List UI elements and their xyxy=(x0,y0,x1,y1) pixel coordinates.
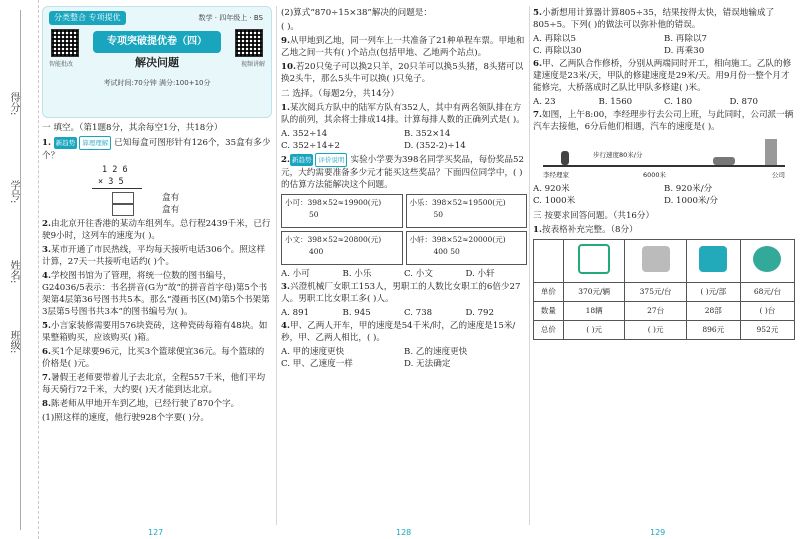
question-8-part-1: (1)照这样的速度，他行驶928个字要( )分。 xyxy=(42,413,209,423)
question-2: 2.由北京开往香港的某动车组列车。总行程2439千米，已行驶9小时，这列车的速度为( )。 xyxy=(42,219,271,241)
task-1: 1.按表格补充完整。（8分） xyxy=(533,225,638,235)
person-icon xyxy=(561,151,569,165)
question-4: 4.学校图书馆为了管理，将统一位数的图书编号，G24036/5表示：书名拼音(G为“故”的拼音首字母)第5个书架第4层第36号图书共5本。那么“漫画书区(M)第5个书架第3层第5号图书共3本”的图书编号为( )。 xyxy=(42,271,270,317)
estimation-xiaoke: 小可：398×52≈19900(元) 50 xyxy=(281,194,403,228)
column-2 xyxy=(281,6,527,525)
estimation-xiaole: 小乐：398×52≈19500(元) 50 xyxy=(406,194,528,228)
estimation-xiaowen: 小文：398×52≈20800(元) 400 xyxy=(281,231,403,265)
choice-5-options: A. 再除以5 B. 再除以7 C. 再除以30 D. 再乘30 xyxy=(533,34,708,56)
page-number-128: 128 xyxy=(396,528,412,537)
answer-line[interactable]: ( )。 xyxy=(281,22,300,32)
question-1: 1. 新趋势 算理理解 已知每盒可图形针有126个，35盒有多少个？ xyxy=(42,138,271,161)
choice-2: 2. 新趋势 评价说明 实验小学要为398名同学买奖品，每份奖品52元，大约需要准备多少元才能买这些奖品？下面四位同学中，( )的估算方法能解决这个问题。 xyxy=(281,155,524,190)
building-icon xyxy=(765,139,777,165)
column-1 xyxy=(42,6,272,525)
car-icon xyxy=(713,157,735,165)
choice-3: 3.兴澄机械厂女职工153人，男职工的人数比女职工的6倍少27人。男职工比女职工多( )人。 xyxy=(281,282,521,304)
section-choice: 二 选择。（每题2分，共14分） xyxy=(281,89,399,99)
qr-right-caption: 视频讲解 xyxy=(240,61,265,68)
table-row: 数量 18辆 27台 28部 ( )台 xyxy=(534,302,795,321)
fan-icon xyxy=(753,246,781,272)
paper-subtitle: 解决问题 xyxy=(135,56,179,69)
choice-3-options: A. 891 B. 945 C. 738 D. 792 xyxy=(281,308,494,318)
bicycle-icon xyxy=(578,244,610,274)
road-line xyxy=(543,165,785,167)
choice-4-options: A. 甲的速度更快 B. 乙的速度更快 C. 甲、乙速度一样 D. 无法确定 xyxy=(281,347,468,369)
binding-line xyxy=(20,10,21,530)
choice-6-options: A. 23 B. 1560 C. 180 D. 870 xyxy=(533,97,758,107)
exam-info: 考试时间:70分钟 满分:100+10分 xyxy=(103,79,211,87)
question-7: 7.暑假王老师要带着儿子去北京，全程557千米，他们平均每天骑行72千米，大约要( )天才能到达北京。 xyxy=(42,373,266,395)
section-answer: 三 按要求回答问题。（共16分） xyxy=(533,211,655,221)
question-8: 8.陈老师从甲地开车到乙地，已经行驶了870个字。 xyxy=(42,399,240,409)
qr-code-right[interactable] xyxy=(235,29,263,57)
estimation-xiaoxuan: 小轩：398×52≈20000(元) 400 50 xyxy=(406,231,528,265)
choice-4: 4.甲、乙两人开车，甲的速度是54千米/时，乙的速度是15米/秒，甲、乙两人相比，( )。 xyxy=(281,321,516,343)
choice-2-options: A. 小可 B. 小乐 C. 小文 D. 小轩 xyxy=(281,269,495,279)
multiplication-frame: 1 2 6 × 3 5 盒有 盒有 xyxy=(42,164,272,216)
grade-label: 数学 · 四年级上 · BS xyxy=(198,14,263,22)
question-5: 5.小言家装修需要用576块瓷砖，这种瓷砖每箱有48块。如果整箱购买，应该购买( )箱。 xyxy=(42,321,268,343)
table-row: 单价 370元/辆 375元/台 ( )元/部 68元/台 xyxy=(534,283,795,302)
phone-icon xyxy=(699,246,727,272)
qr-code-left[interactable] xyxy=(51,29,79,57)
answer-box[interactable] xyxy=(112,204,134,216)
table-row: 总价 ( )元 ( )元 896元 952元 xyxy=(534,321,795,340)
binding-margin xyxy=(0,0,39,539)
choice-7-options: A. 920米 B. 920米/分 C. 1000米 D. 1000米/分 xyxy=(533,184,719,206)
tagline: 分类整合 专项提优 xyxy=(49,11,126,25)
section-fill-blank xyxy=(42,122,272,134)
class-label: 班级: xyxy=(8,330,19,354)
header-card xyxy=(42,6,272,118)
question-9: 9.从甲地到乙地，同一列车上一共准备了21种单程车票。甲地和乙地之间一共有( )个站点(包括甲地、乙地两个站点)。 xyxy=(281,36,525,58)
choice-5: 5.小新想用计算器计算805÷35，结果按得太快，错误地输成了805÷5。下列( )的做法可以弥补他的错误。 xyxy=(533,8,775,30)
choice-1: 1.某次阅兵方队中的陆军方队有352人，其中有两名领队排在方队的前列，其余将士排成14排。计算每排人数的正确列式是( )。 xyxy=(281,103,525,125)
travel-diagram: 步行速度80米/分 6000米 李经理家 公司 xyxy=(533,135,795,181)
score-label: 得分: xyxy=(8,92,19,116)
page-number-127: 127 xyxy=(148,528,164,537)
price-table xyxy=(533,239,795,340)
qr-left-caption: 智能批改 xyxy=(49,61,74,68)
section-title: 一 填空。（第1题8分，其余每空1分，共18分） xyxy=(42,123,223,133)
page-number-129: 129 xyxy=(650,528,666,537)
choice-7: 7.如图，上午8:00，李经理步行去公司上班，与此同时，公司派一辆汽车去接他，6分后他们相遇，汽车的速度是( )。 xyxy=(533,110,794,132)
estimation-boxes xyxy=(281,194,527,265)
question-8-part-2: (2)算式“870÷15×38”解决的问题是： xyxy=(281,8,432,18)
rice-cooker-icon xyxy=(642,246,670,272)
question-3: 3.某市开通了市民热线，平均每天接听电话306个。照这样计算，27天一共接听电话约( )个。 xyxy=(42,245,266,267)
choice-6: 6.甲、乙两队合作修桥，分别从两端同时开工，相向施工。乙队的修建速度是23米/天，甲队的修建速度是29米/天。用9月份一整个月才能修完，大桥落成时乙队比甲队多修建( )米。 xyxy=(533,59,792,93)
paper-title: 专项突破提优卷（四） xyxy=(93,31,221,53)
name-label: 姓名: xyxy=(8,260,19,284)
student-id-label: 学号: xyxy=(8,180,19,204)
column-3 xyxy=(533,6,795,525)
answer-box[interactable] xyxy=(112,192,134,204)
question-10: 10.若20只兔子可以换2只羊，20只羊可以换5头猪，8头猪可以换2头牛，那么5头牛可以换( )只兔子。 xyxy=(281,62,524,84)
question-6: 6.买1个足球要96元，比买3个篮球便宜36元。每个篮球的价格是( )元。 xyxy=(42,347,265,369)
choice-1-options: A. 352÷14 B. 352×14 C. 352÷14+2 D. (352-2)÷14 xyxy=(281,129,466,151)
